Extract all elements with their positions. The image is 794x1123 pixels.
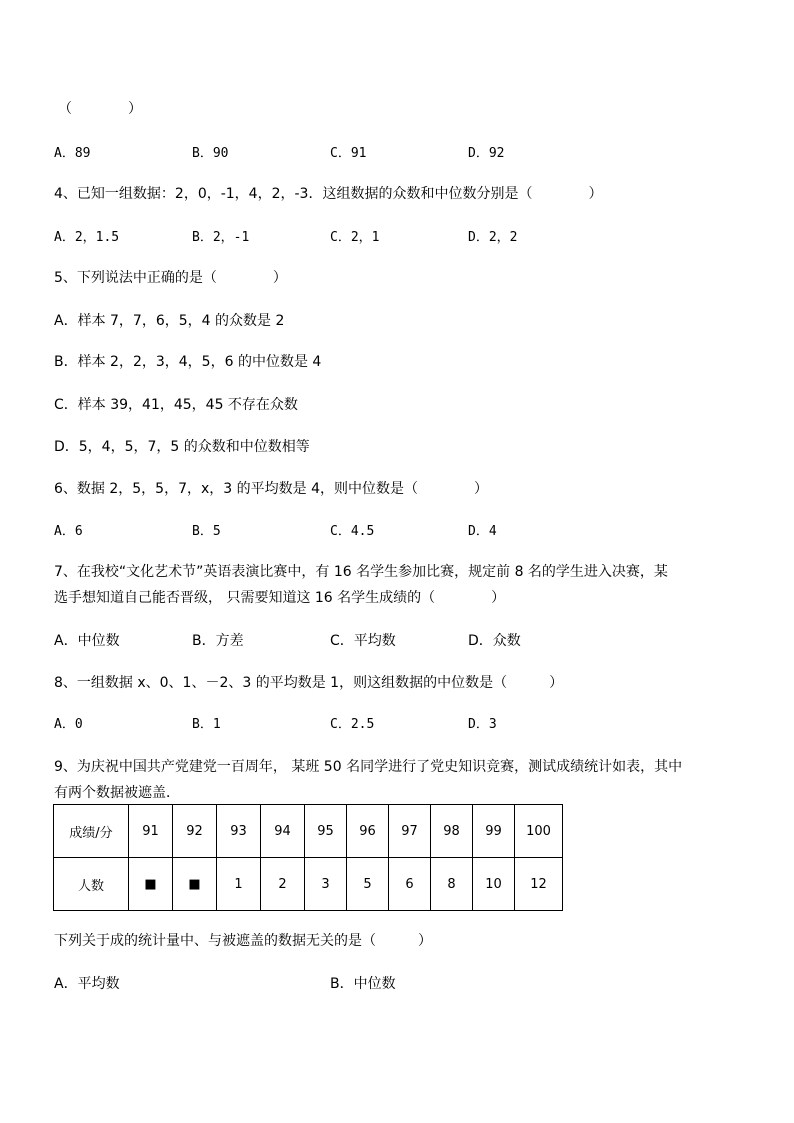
q9-option-b: B．中位数 — [330, 976, 396, 992]
q5-option-c: C．样本 39，41，45，45 不存在众数 — [54, 397, 298, 413]
q3-option-a: A．89 — [54, 146, 91, 161]
q6-option-c: C．4.5 — [330, 524, 375, 539]
q5-stem: 5、下列说法中正确的是（ ） — [54, 270, 287, 286]
table-cell: 12 — [515, 858, 563, 911]
q9-stem-line1: 9、为庆祝中国共产党建党一百周年， 某班 50 名同学进行了党史知识竞赛，测试成绩统计如表，其中 — [54, 759, 683, 775]
q6-option-d: D．4 — [468, 524, 497, 539]
table-cell: 100 — [515, 805, 563, 858]
masked-cell: ■ — [129, 858, 173, 911]
q4-option-c: C．2，1 — [330, 230, 380, 245]
q3-option-b: B．90 — [192, 146, 229, 161]
table-cell: 92 — [173, 805, 217, 858]
q9-question: 下列关于成的统计量中、与被遮盖的数据无关的是（ ） — [54, 933, 432, 949]
q7-stem-line2: 选手想知道自己能否晋级， 只需要知道这 16 名学生成绩的（ ） — [54, 590, 506, 606]
table-cell: 6 — [389, 858, 431, 911]
table-cell: 94 — [261, 805, 305, 858]
table-cell: 97 — [389, 805, 431, 858]
score-table — [53, 804, 563, 911]
q6-option-a: A．6 — [54, 524, 83, 539]
table-row — [54, 858, 563, 911]
table-cell: 人数 — [54, 858, 129, 911]
table-cell: 8 — [431, 858, 473, 911]
table-cell: 1 — [217, 858, 261, 911]
table-cell: 3 — [305, 858, 347, 911]
q7-option-d: D．众数 — [468, 633, 521, 649]
q7-option-c: C．平均数 — [330, 633, 396, 649]
q6-option-b: B．5 — [192, 524, 221, 539]
q5-option-d: D．5，4，5，7，5 的众数和中位数相等 — [54, 439, 310, 455]
table-cell: 99 — [473, 805, 515, 858]
masked-cell: ■ — [173, 858, 217, 911]
table-cell: 93 — [217, 805, 261, 858]
q6-stem: 6、数据 2，5，5，7，x，3 的平均数是 4，则中位数是（ ） — [54, 481, 488, 497]
q4-option-d: D．2，2 — [468, 230, 518, 245]
table-cell: 成绩/分 — [54, 805, 129, 858]
table-cell: 5 — [347, 858, 389, 911]
q4-stem: 4、已知一组数据：2，0，-1，4，2，-3．这组数据的众数和中位数分别是（ ） — [54, 186, 603, 202]
table-cell: 10 — [473, 858, 515, 911]
q7-option-b: B．方差 — [192, 633, 244, 649]
table-cell: 91 — [129, 805, 173, 858]
q8-stem: 8、一组数据 x、0、1、－2、3 的平均数是 1，则这组数据的中位数是（ ） — [54, 675, 564, 691]
table-cell: 2 — [261, 858, 305, 911]
q4-option-b: B．2，-1 — [192, 230, 250, 245]
table-cell: 95 — [305, 805, 347, 858]
q3-answer-paren: （ ） — [58, 101, 142, 117]
q3-option-c: C．91 — [330, 146, 367, 161]
table-cell: 96 — [347, 805, 389, 858]
q3-option-d: D．92 — [468, 146, 505, 161]
q7-stem-line1: 7、在我校“文化艺术节”英语表演比赛中，有 16 名学生参加比赛，规定前 8 名的学生进入决赛，某 — [54, 564, 668, 580]
q8-option-b: B．1 — [192, 717, 221, 732]
q8-option-a: A．0 — [54, 717, 83, 732]
q4-option-a: A．2，1.5 — [54, 230, 120, 245]
q5-option-b: B．样本 2，2，3，4，5，6 的中位数是 4 — [54, 354, 322, 370]
table-row — [54, 805, 563, 858]
q9-stem-line2: 有两个数据被遮盖． — [54, 785, 180, 801]
q5-option-a: A．样本 7，7，6，5，4 的众数是 2 — [54, 313, 285, 329]
table-cell: 98 — [431, 805, 473, 858]
q8-option-d: D．3 — [468, 717, 497, 732]
q8-option-c: C．2.5 — [330, 717, 375, 732]
q9-option-a: A．平均数 — [54, 976, 120, 992]
q7-option-a: A．中位数 — [54, 633, 120, 649]
